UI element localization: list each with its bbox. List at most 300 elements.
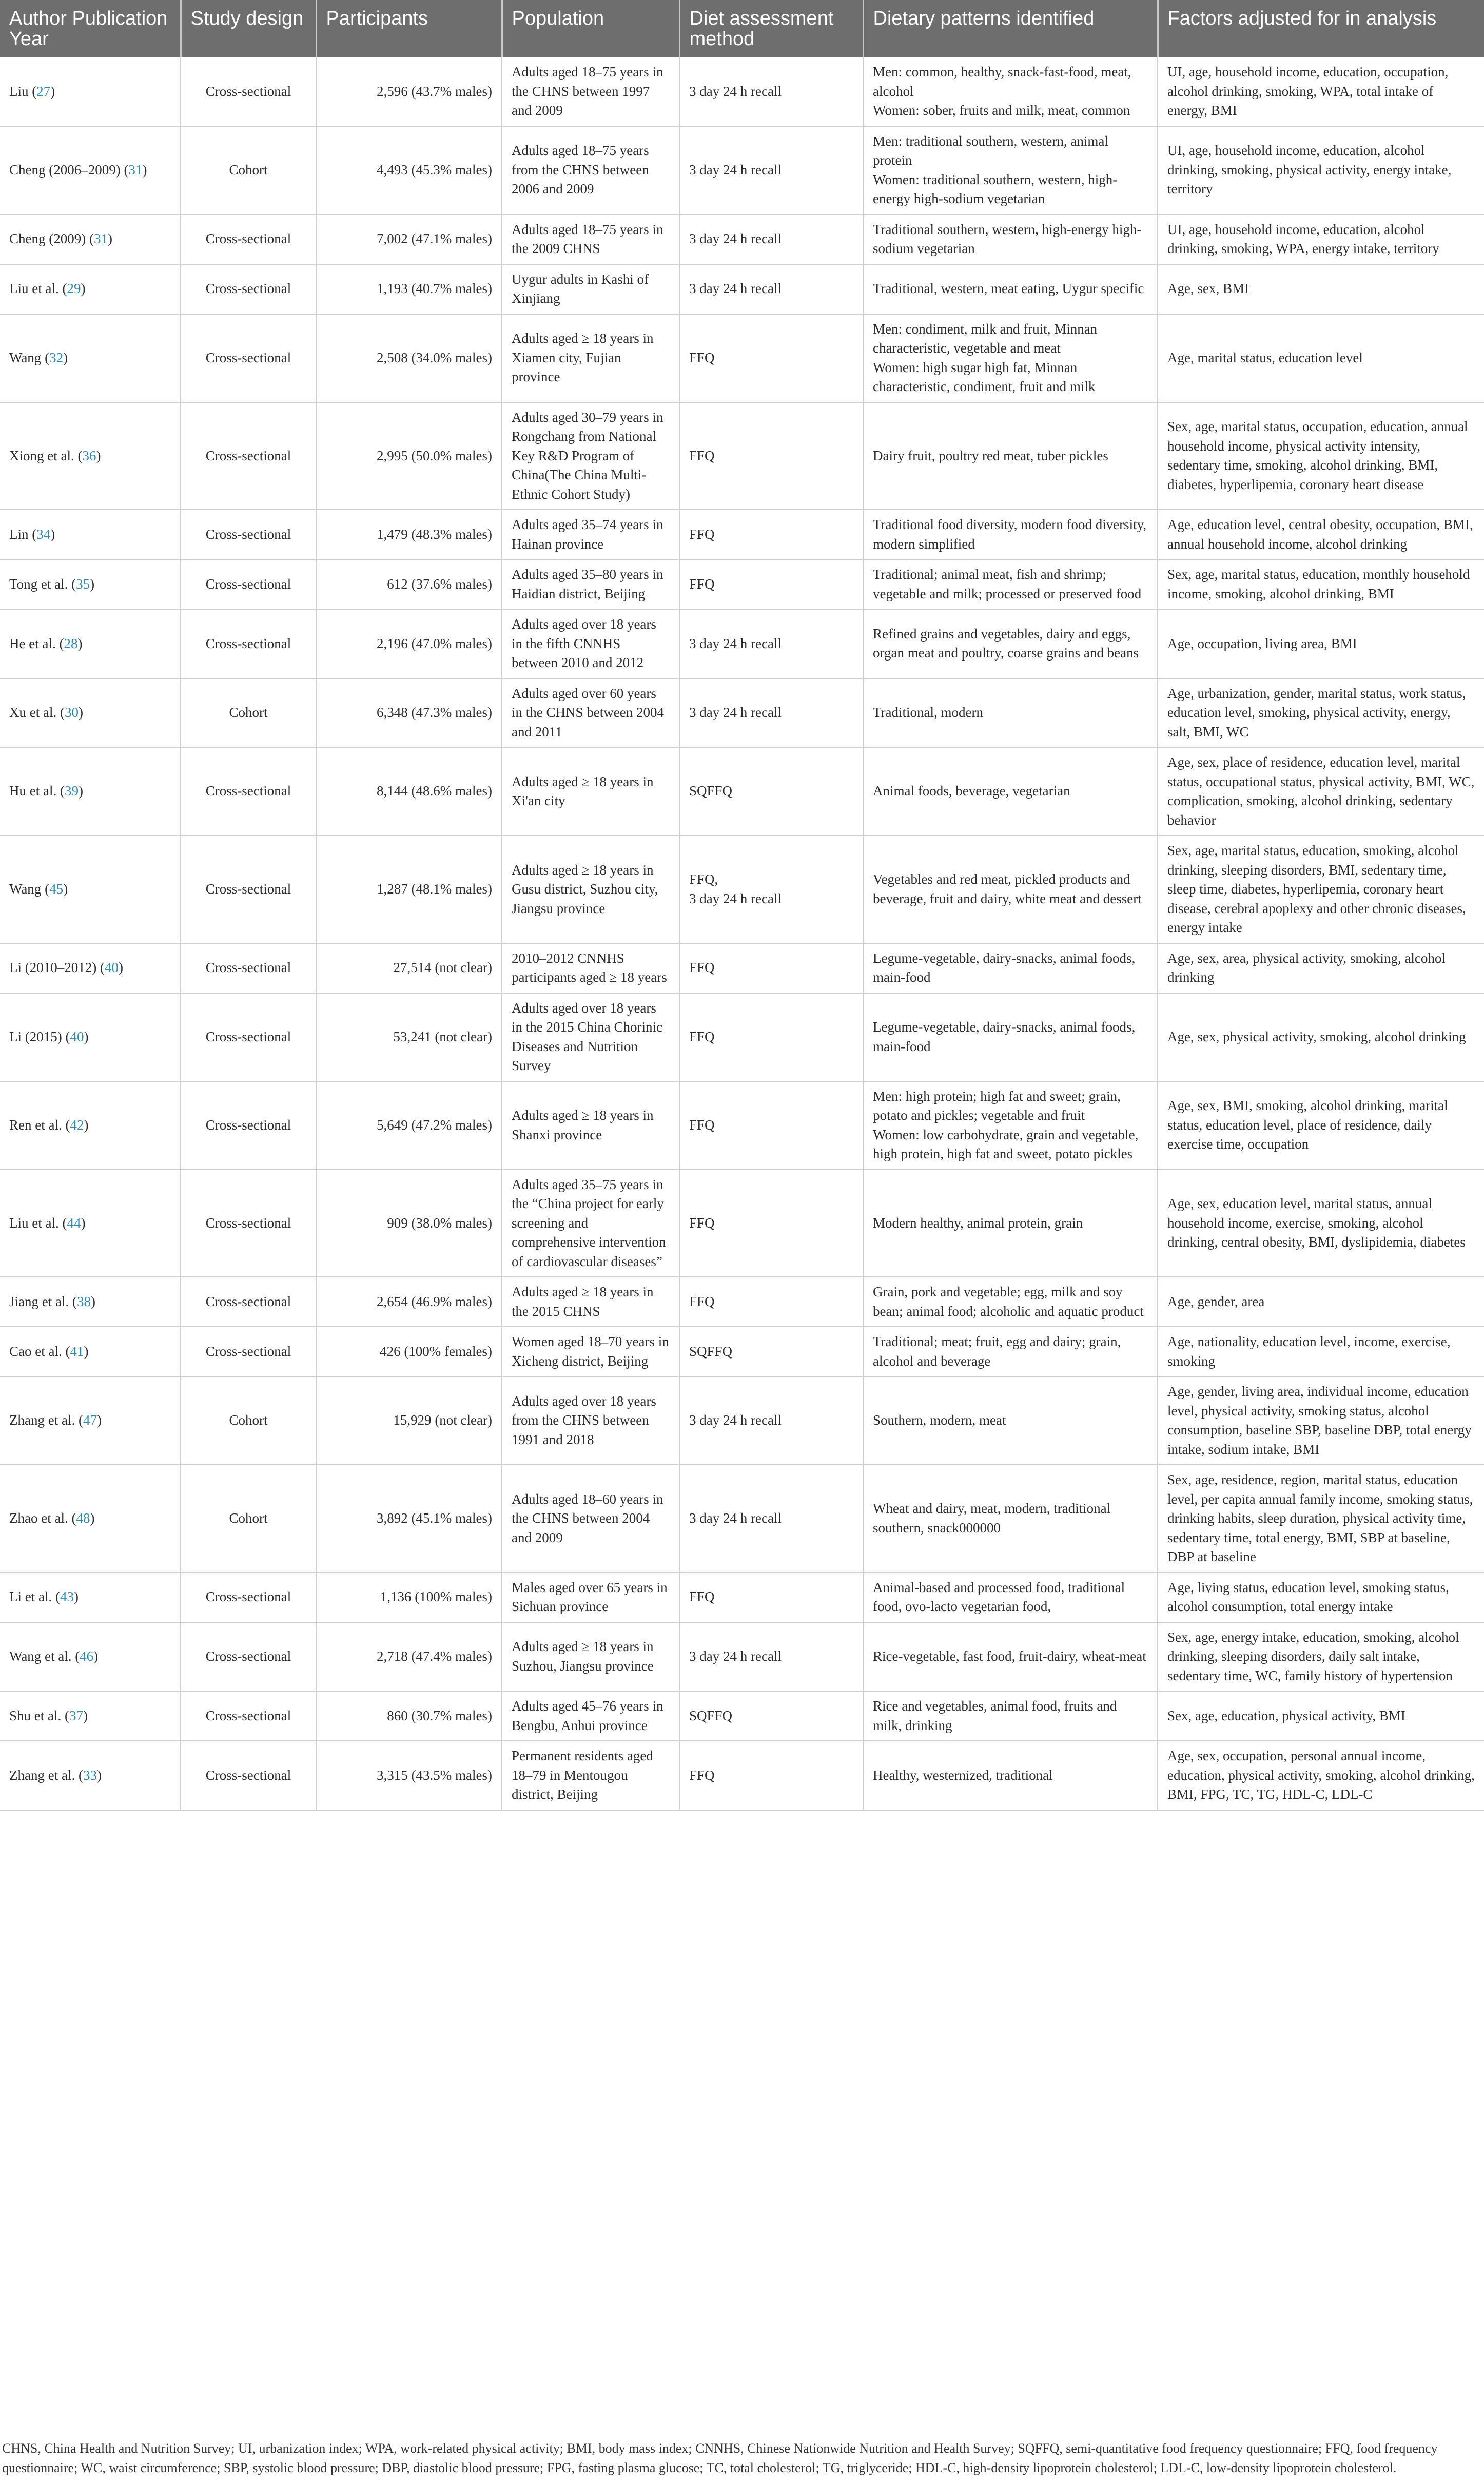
- cell-dietary-patterns: [863, 1376, 1158, 1465]
- cell-dietary-patterns: [863, 1277, 1158, 1327]
- cell-participants: [316, 1691, 502, 1741]
- cell-participants-text: 15,929 (not clear): [393, 1412, 492, 1428]
- cell-adjusted-factors-text: Age, sex, BMI, smoking, alcohol drinking, marital status, education level, place of residence, daily exercise time, occupation: [1167, 1098, 1448, 1152]
- cell-population: [502, 126, 679, 215]
- cell-author: Wang et al. (46): [0, 1622, 181, 1692]
- cell-adjusted-factors: [1158, 609, 1484, 678]
- cell-diet-method-text: SQFFQ: [689, 1707, 733, 1723]
- cell-author: He et al. (28): [0, 609, 181, 678]
- cell-population: [502, 57, 679, 126]
- cell-study-design-text: Cross-sectional: [205, 1648, 291, 1664]
- cell-population-text: Adults aged 35–75 years in the “China project for early screening and comprehensive intervention of cardiovascular diseases”: [512, 1176, 666, 1269]
- author-name: Liu et al.: [9, 281, 59, 297]
- cell-dietary-patterns: [863, 402, 1158, 510]
- cell-dietary-patterns-text: Refined grains and vegetables, dairy and eggs, organ meat and poultry, coarse grains and beans: [873, 626, 1139, 661]
- cell-diet-method-text: FFQ: [689, 1215, 715, 1231]
- cell-study-design: [181, 836, 316, 943]
- cell-participants-text: 53,241 (not clear): [393, 1028, 492, 1044]
- cell-author: Lin (34): [0, 510, 181, 559]
- cell-adjusted-factors: [1158, 1081, 1484, 1170]
- cell-diet-method: [679, 402, 863, 510]
- cell-dietary-patterns-text: Women: low carbohydrate, grain and vegetable, high protein, high fat and sweet, potato pickles: [873, 1127, 1139, 1161]
- cell-author: Cao et al. (41): [0, 1327, 181, 1376]
- author-name: He et al.: [9, 635, 56, 651]
- cell-participants-text: 2,196 (47.0% males): [377, 635, 492, 651]
- cell-study-design: [181, 314, 316, 402]
- cell-study-design-text: Cross-sectional: [205, 448, 291, 463]
- cell-population-text: Adults aged 30–79 years in Rongchang from National Key R&D Program of China(The China Multi-Ethnic Cohort Study): [512, 409, 663, 502]
- cell-population: [502, 215, 679, 264]
- cell-adjusted-factors-text: Age, sex, education level, marital status, annual household income, exercise, smoking, alcohol drinking, central obesity, BMI, dyslipidemia, diabetes: [1167, 1196, 1466, 1250]
- cell-study-design: [181, 1376, 316, 1465]
- cell-adjusted-factors: [1158, 264, 1484, 314]
- cell-adjusted-factors: [1158, 510, 1484, 559]
- table-body: [0, 57, 1484, 1810]
- cell-adjusted-factors-text: Age, occupation, living area, BMI: [1167, 635, 1357, 651]
- cell-population-text: Males aged over 65 years in Sichuan province: [512, 1579, 668, 1614]
- table-row: [0, 57, 1484, 126]
- cell-diet-method: [679, 1327, 863, 1376]
- reference-link[interactable]: 31: [128, 162, 143, 178]
- cell-diet-method: [679, 678, 863, 748]
- cell-study-design: [181, 678, 316, 748]
- cell-population-text: Adults aged 18–75 years in the CHNS between 1997 and 2009: [512, 64, 663, 118]
- cell-participants: [316, 57, 502, 126]
- cell-population: [502, 1376, 679, 1465]
- cell-diet-method: [679, 510, 863, 559]
- cell-dietary-patterns: [863, 1465, 1158, 1573]
- cell-participants-text: 8,144 (48.6% males): [377, 783, 492, 799]
- reference-link[interactable]: 42: [70, 1117, 84, 1133]
- cell-population: [502, 1170, 679, 1277]
- cell-author: Li (2015) (40): [0, 993, 181, 1081]
- cell-adjusted-factors-text: Sex, age, marital status, education, monthly household income, smoking, alcohol drinking, BMI: [1167, 567, 1470, 601]
- cell-population-text: Adults aged 18–75 years in the 2009 CHNS: [512, 221, 663, 256]
- reference-link[interactable]: 40: [104, 960, 119, 976]
- cell-participants: [316, 943, 502, 993]
- header-participants: Participants: [316, 0, 502, 57]
- cell-dietary-patterns: [863, 559, 1158, 609]
- table-row: [0, 943, 1484, 993]
- reference-link[interactable]: 33: [83, 1767, 97, 1783]
- cell-author: Shu et al. (37): [0, 1691, 181, 1741]
- cell-participants: [316, 264, 502, 314]
- cell-dietary-patterns-text: Modern healthy, animal protein, grain: [873, 1215, 1083, 1231]
- cell-participants: [316, 609, 502, 678]
- cell-adjusted-factors-text: Sex, age, residence, region, marital status, education level, per capita annual family income, smoking status, drinking habits, sleep duration, physical activity time, sedentary time, total energy, BMI, SBP at baseline, DBP at baseline: [1167, 1472, 1473, 1564]
- cell-adjusted-factors-text: Age, gender, living area, individual income, education level, physical activity, smoking status, alcohol consumption, baseline SBP, baseline DBP, total energy intake, sodium intake, BMI: [1167, 1384, 1472, 1457]
- cell-diet-method: [679, 57, 863, 126]
- cell-dietary-patterns-text: Men: condiment, milk and fruit, Minnan characteristic, vegetable and meat: [873, 321, 1098, 356]
- author-name: Li (2015): [9, 1028, 62, 1044]
- table-row: [0, 678, 1484, 748]
- cell-diet-method: [679, 836, 863, 943]
- cell-dietary-patterns-text: Southern, modern, meat: [873, 1412, 1006, 1428]
- cell-population-text: Permanent residents aged 18–79 in Mentougou district, Beijing: [512, 1748, 653, 1802]
- table-row: [0, 1081, 1484, 1170]
- cell-dietary-patterns-text: Legume-vegetable, dairy-snacks, animal foods, main-food: [873, 1019, 1136, 1054]
- cell-diet-method-text: 3 day 24 h recall: [689, 705, 782, 720]
- table-row: [0, 559, 1484, 609]
- author-name: Cheng (2006–2009): [9, 162, 121, 178]
- cell-diet-method: [679, 1622, 863, 1692]
- cell-author: Jiang et al. (38): [0, 1277, 181, 1327]
- table-row: [0, 215, 1484, 264]
- cell-dietary-patterns-text: Legume-vegetable, dairy-snacks, animal foods, main-food: [873, 950, 1136, 985]
- cell-adjusted-factors: [1158, 126, 1484, 215]
- reference-link[interactable]: 45: [49, 881, 64, 897]
- cell-participants-text: 860 (30.7% males): [387, 1707, 492, 1723]
- reference-link[interactable]: 44: [67, 1215, 81, 1231]
- cell-author: Liu et al. (44): [0, 1170, 181, 1277]
- reference-link[interactable]: 34: [36, 526, 51, 542]
- cell-author: Wang (32): [0, 314, 181, 402]
- cell-population: [502, 1465, 679, 1573]
- cell-population-text: Adults aged ≥ 18 years in Suzhou, Jiangsu province: [512, 1639, 654, 1674]
- cell-population: [502, 747, 679, 836]
- reference-link[interactable]: 29: [67, 281, 81, 297]
- cell-diet-method: [679, 1691, 863, 1741]
- cell-diet-method-text: 3 day 24 h recall: [689, 281, 782, 297]
- cell-population: [502, 1741, 679, 1810]
- cell-diet-method: [679, 1081, 863, 1170]
- cell-diet-method-text: FFQ: [689, 448, 715, 463]
- cell-dietary-patterns: [863, 747, 1158, 836]
- cell-study-design-text: Cohort: [229, 162, 268, 178]
- reference-link[interactable]: 36: [82, 448, 96, 463]
- cell-author: Ren et al. (42): [0, 1081, 181, 1170]
- cell-author: Li (2010–2012) (40): [0, 943, 181, 993]
- header-author: Author Publication Year: [0, 0, 181, 57]
- cell-adjusted-factors: [1158, 747, 1484, 836]
- cell-adjusted-factors-text: Sex, age, marital status, education, smoking, alcohol drinking, sleeping disorders, BMI, sedentary time, sleep time, diabetes, hyperlipemia, coronary heart disease, cerebral apoplexy and other chronic diseases, energy intake: [1167, 843, 1466, 935]
- cell-participants: [316, 1081, 502, 1170]
- cell-study-design-text: Cross-sectional: [205, 1293, 291, 1309]
- cell-population-text: Women aged 18–70 years in Xicheng district, Beijing: [512, 1334, 669, 1369]
- table-row: [0, 747, 1484, 836]
- cell-adjusted-factors: [1158, 1277, 1484, 1327]
- cell-participants-text: 4,493 (45.3% males): [377, 162, 492, 178]
- cell-participants: [316, 510, 502, 559]
- cell-diet-method-text: FFQ,: [689, 871, 718, 887]
- cell-diet-method-text: FFQ: [689, 960, 715, 976]
- cell-diet-method-text: FFQ: [689, 1117, 715, 1133]
- author-name: Shu et al.: [9, 1707, 62, 1723]
- cell-study-design: [181, 1327, 316, 1376]
- cell-population: [502, 609, 679, 678]
- cell-study-design-text: Cross-sectional: [205, 1215, 291, 1231]
- cell-dietary-patterns-text: Women: traditional southern, western, high-energy high-sodium vegetarian: [873, 171, 1118, 206]
- cell-study-design-text: Cross-sectional: [205, 1117, 291, 1133]
- cell-study-design: [181, 510, 316, 559]
- cell-author: Zhang et al. (33): [0, 1741, 181, 1810]
- reference-link[interactable]: 38: [76, 1293, 91, 1309]
- cell-participants-text: 3,315 (43.5% males): [377, 1767, 492, 1783]
- cell-diet-method: [679, 993, 863, 1081]
- cell-adjusted-factors: [1158, 1170, 1484, 1277]
- cell-study-design-text: Cross-sectional: [205, 635, 291, 651]
- cell-study-design: [181, 215, 316, 264]
- reference-link[interactable]: 30: [64, 705, 79, 720]
- cell-population: [502, 314, 679, 402]
- cell-population: [502, 836, 679, 943]
- cell-author: Cheng (2006–2009) (31): [0, 126, 181, 215]
- cell-study-design-text: Cross-sectional: [205, 1707, 291, 1723]
- cell-population: [502, 1327, 679, 1376]
- cell-study-design: [181, 943, 316, 993]
- author-name: Liu: [9, 83, 29, 99]
- cell-adjusted-factors-text: UI, age, household income, education, occupation, alcohol drinking, smoking, WPA, total intake of energy, BMI: [1167, 64, 1449, 118]
- cell-adjusted-factors: [1158, 1691, 1484, 1741]
- cell-population: [502, 402, 679, 510]
- cell-dietary-patterns: [863, 1741, 1158, 1810]
- cell-dietary-patterns-text: Dairy fruit, poultry red meat, tuber pickles: [873, 448, 1108, 463]
- cell-participants-text: 5,649 (47.2% males): [377, 1117, 492, 1133]
- reference-link[interactable]: 46: [80, 1648, 94, 1664]
- cell-adjusted-factors-text: Age, nationality, education level, income, exercise, smoking: [1167, 1334, 1451, 1369]
- cell-participants: [316, 126, 502, 215]
- cell-dietary-patterns-text: Traditional, modern: [873, 705, 983, 720]
- cell-population-text: Adults aged over 60 years in the CHNS between 2004 and 2011: [512, 685, 664, 740]
- cell-study-design-text: Cross-sectional: [205, 1767, 291, 1783]
- reference-link[interactable]: 39: [64, 783, 79, 799]
- cell-population-text: Adults aged 35–74 years in Hainan province: [512, 517, 663, 552]
- cell-participants-text: 2,718 (47.4% males): [377, 1648, 492, 1664]
- author-name: Zhao et al.: [9, 1510, 68, 1526]
- cell-participants: [316, 559, 502, 609]
- cell-dietary-patterns: [863, 678, 1158, 748]
- cell-adjusted-factors-text: Age, sex, physical activity, smoking, alcohol drinking: [1167, 1028, 1466, 1044]
- cell-diet-method: [679, 1573, 863, 1622]
- reference-link[interactable]: 31: [93, 231, 108, 247]
- cell-dietary-patterns-text: Women: high sugar high fat, Minnan characteristic, condiment, fruit and milk: [873, 359, 1096, 394]
- cell-diet-method-text: 3 day 24 h recall: [689, 1510, 782, 1526]
- cell-study-design-text: Cross-sectional: [205, 1343, 291, 1359]
- cell-diet-method: [679, 264, 863, 314]
- reference-link[interactable]: 47: [83, 1412, 97, 1428]
- cell-adjusted-factors: [1158, 943, 1484, 993]
- cell-dietary-patterns: [863, 264, 1158, 314]
- cell-study-design-text: Cross-sectional: [205, 960, 291, 976]
- header-row: [0, 0, 1484, 57]
- cell-diet-method: [679, 1465, 863, 1573]
- cell-population-text: Adults aged ≥ 18 years in Xiamen city, Fujian province: [512, 331, 654, 385]
- cell-dietary-patterns: [863, 1327, 1158, 1376]
- cell-diet-method-text: 3 day 24 h recall: [689, 231, 782, 247]
- table-row: [0, 402, 1484, 510]
- cell-population: [502, 510, 679, 559]
- cell-study-design-text: Cross-sectional: [205, 281, 291, 297]
- author-name: Wang: [9, 881, 42, 897]
- cell-participants-text: 6,348 (47.3% males): [377, 705, 492, 720]
- cell-population: [502, 1573, 679, 1622]
- author-name: Jiang et al.: [9, 1293, 69, 1309]
- cell-population: [502, 559, 679, 609]
- table-row: [0, 1691, 1484, 1741]
- cell-participants-text: 2,654 (46.9% males): [377, 1293, 492, 1309]
- cell-author: Wang (45): [0, 836, 181, 943]
- cell-population-text: Adults aged ≥ 18 years in the 2015 CHNS: [512, 1284, 654, 1319]
- cell-participants-text: 612 (37.6% males): [387, 576, 492, 592]
- reference-link[interactable]: 40: [70, 1028, 84, 1044]
- cell-diet-method-text: FFQ: [689, 1028, 715, 1044]
- cell-study-design: [181, 264, 316, 314]
- cell-diet-method: [679, 559, 863, 609]
- reference-link[interactable]: 43: [60, 1589, 74, 1605]
- cell-dietary-patterns-text: Traditional, western, meat eating, Uygur specific: [873, 281, 1144, 297]
- cell-author: Cheng (2009) (31): [0, 215, 181, 264]
- cell-adjusted-factors: [1158, 678, 1484, 748]
- cell-adjusted-factors: [1158, 57, 1484, 126]
- cell-study-design: [181, 402, 316, 510]
- cell-population-text: Adults aged ≥ 18 years in Xi'an city: [512, 773, 654, 808]
- cell-study-design: [181, 609, 316, 678]
- cell-study-design: [181, 559, 316, 609]
- author-name: Xiong et al.: [9, 448, 74, 463]
- cell-diet-method-text: FFQ: [689, 526, 715, 542]
- cell-study-design: [181, 1573, 316, 1622]
- cell-study-design-text: Cross-sectional: [205, 1028, 291, 1044]
- reference-link[interactable]: 27: [36, 83, 51, 99]
- table-footnote: CHNS, China Health and Nutrition Survey; UI, urbanization index; WPA, work-related physical activity; BMI, body mass index; CNNHS, Chinese Nationwide Nutrition and Health Survey; SQFFQ, semi-quantitative food frequency questionnaire; FFQ, food frequency questionnaire; WC, waist circumference; SBP, systolic blood pressure; DBP, diastolic blood pressure; FPG, fasting plasma glucose; TC, total cholesterol; TG, triglyceride; HDL-C, high-density lipoprotein cholesterol; LDL-C, low-density lipoprotein cholesterol.: [2, 2441, 1438, 2475]
- cell-participants-text: 1,287 (48.1% males): [377, 881, 492, 897]
- author-name: Zhang et al.: [9, 1767, 75, 1783]
- cell-diet-method-text: SQFFQ: [689, 1343, 733, 1359]
- cell-adjusted-factors-text: Age, sex, occupation, personal annual income, education, physical activity, smoking, alcohol drinking, BMI, FPG, TC, TG, HDL-C, LDL-C: [1167, 1748, 1475, 1802]
- author-name: Xu et al.: [9, 705, 57, 720]
- cell-participants: [316, 1465, 502, 1573]
- cell-diet-method-text: FFQ: [689, 1589, 715, 1605]
- reference-link[interactable]: 35: [76, 576, 90, 592]
- cell-study-design: [181, 57, 316, 126]
- table-row: [0, 314, 1484, 402]
- cell-population-text: Adults aged over 18 years in the fifth CNNHS between 2010 and 2012: [512, 616, 656, 670]
- cell-dietary-patterns-text: Traditional; meat; fruit, egg and dairy; grain, alcohol and beverage: [873, 1334, 1121, 1369]
- header-design: Study design: [181, 0, 316, 57]
- author-name: Lin: [9, 526, 29, 542]
- author-name: Tong et al.: [9, 576, 68, 592]
- table-row: [0, 1277, 1484, 1327]
- cell-adjusted-factors-text: Age, marital status, education level: [1167, 350, 1363, 365]
- cell-population: [502, 1277, 679, 1327]
- reference-link[interactable]: 41: [70, 1343, 84, 1359]
- author-name: Ren et al.: [9, 1117, 62, 1133]
- cell-adjusted-factors-text: Sex, age, energy intake, education, smoking, alcohol drinking, sleeping disorders, daily salt intake, sedentary time, WC, family history of hypertension: [1167, 1629, 1459, 1683]
- cell-author: Tong et al. (35): [0, 559, 181, 609]
- cell-adjusted-factors: [1158, 215, 1484, 264]
- cell-adjusted-factors: [1158, 1741, 1484, 1810]
- cell-author: Li et al. (43): [0, 1573, 181, 1622]
- author-name: Wang: [9, 350, 42, 365]
- cell-adjusted-factors-text: Age, sex, area, physical activity, smoking, alcohol drinking: [1167, 950, 1446, 985]
- cell-participants-text: 909 (38.0% males): [387, 1215, 492, 1231]
- cell-participants-text: 27,514 (not clear): [393, 960, 492, 976]
- cell-adjusted-factors: [1158, 1376, 1484, 1465]
- cell-participants: [316, 1741, 502, 1810]
- cell-participants: [316, 1573, 502, 1622]
- cell-adjusted-factors: [1158, 1622, 1484, 1692]
- cell-population-text: Uygur adults in Kashi of Xinjiang: [512, 271, 649, 306]
- cell-study-design-text: Cohort: [229, 1510, 268, 1526]
- cell-population: [502, 993, 679, 1081]
- table-row: [0, 993, 1484, 1081]
- author-name: Li (2010–2012): [9, 960, 97, 976]
- cell-population: [502, 1622, 679, 1692]
- cell-population-text: Adults aged 18–75 years from the CHNS between 2006 and 2009: [512, 143, 649, 197]
- table-row: [0, 1573, 1484, 1622]
- cell-diet-method-text: 3 day 24 h recall: [689, 162, 782, 178]
- cell-study-design-text: Cross-sectional: [205, 783, 291, 799]
- cell-dietary-patterns-text: Animal foods, beverage, vegetarian: [873, 783, 1070, 799]
- cell-diet-method: [679, 1741, 863, 1810]
- cell-adjusted-factors-text: Age, urbanization, gender, marital status, work status, education level, smoking, physical activity, energy, salt, BMI, WC: [1167, 685, 1466, 740]
- cell-participants: [316, 215, 502, 264]
- cell-diet-method: [679, 1170, 863, 1277]
- reference-link[interactable]: 37: [69, 1707, 83, 1723]
- header-factors: Factors adjusted for in analysis: [1158, 0, 1484, 57]
- cell-participants-text: 2,995 (50.0% males): [377, 448, 492, 463]
- author-name: Zhang et al.: [9, 1412, 75, 1428]
- cell-author: Liu et al. (29): [0, 264, 181, 314]
- cell-diet-method: [679, 314, 863, 402]
- cell-participants-text: 2,508 (34.0% males): [377, 350, 492, 365]
- cell-diet-method-text: 3 day 24 h recall: [689, 83, 782, 99]
- cell-participants: [316, 993, 502, 1081]
- table-row: [0, 1170, 1484, 1277]
- cell-population-text: 2010–2012 CNNHS participants aged ≥ 18 years: [512, 950, 667, 985]
- cell-diet-method-text: 3 day 24 h recall: [689, 890, 782, 906]
- author-name: Liu et al.: [9, 1215, 59, 1231]
- header-population: Population: [502, 0, 679, 57]
- cell-study-design: [181, 1081, 316, 1170]
- table-row: [0, 1327, 1484, 1376]
- cell-study-design: [181, 1622, 316, 1692]
- cell-adjusted-factors: [1158, 836, 1484, 943]
- cell-participants-text: 1,136 (100% males): [380, 1589, 492, 1605]
- reference-link[interactable]: 28: [64, 635, 78, 651]
- cell-adjusted-factors-text: Sex, age, education, physical activity, BMI: [1167, 1707, 1405, 1723]
- cell-study-design-text: Cross-sectional: [205, 1589, 291, 1605]
- cell-dietary-patterns: [863, 510, 1158, 559]
- cell-study-design-text: Cross-sectional: [205, 526, 291, 542]
- cell-participants: [316, 1327, 502, 1376]
- cell-population: [502, 1081, 679, 1170]
- cell-study-design-text: Cohort: [229, 1412, 268, 1428]
- reference-link[interactable]: 48: [76, 1510, 90, 1526]
- cell-dietary-patterns-text: Grain, pork and vegetable; egg, milk and soy bean; animal food; alcoholic and aquatic product: [873, 1284, 1144, 1319]
- cell-diet-method: [679, 215, 863, 264]
- cell-study-design: [181, 747, 316, 836]
- cell-adjusted-factors-text: Sex, age, marital status, occupation, education, annual household income, physical activity intensity, sedentary time, smoking, alcohol drinking, BMI, diabetes, hyperlipemia, coronary heart disease: [1167, 419, 1468, 492]
- cell-participants: [316, 836, 502, 943]
- cell-participants-text: 426 (100% females): [380, 1343, 492, 1359]
- cell-dietary-patterns-text: Animal-based and processed food, traditional food, ovo-lacto vegetarian food,: [873, 1579, 1125, 1614]
- cell-author: Xiong et al. (36): [0, 402, 181, 510]
- cell-study-design: [181, 1170, 316, 1277]
- cell-adjusted-factors: [1158, 1327, 1484, 1376]
- cell-population: [502, 1691, 679, 1741]
- cell-diet-method: [679, 609, 863, 678]
- cell-diet-method: [679, 747, 863, 836]
- cell-diet-method-text: FFQ: [689, 576, 715, 592]
- cell-diet-method-text: 3 day 24 h recall: [689, 635, 782, 651]
- cell-diet-method: [679, 1376, 863, 1465]
- cell-dietary-patterns-text: Wheat and dairy, meat, modern, traditional southern, snack000000: [873, 1501, 1111, 1536]
- cell-dietary-patterns: [863, 609, 1158, 678]
- cell-dietary-patterns: [863, 1170, 1158, 1277]
- reference-link[interactable]: 32: [49, 350, 64, 365]
- cell-adjusted-factors-text: Age, sex, BMI: [1167, 281, 1249, 297]
